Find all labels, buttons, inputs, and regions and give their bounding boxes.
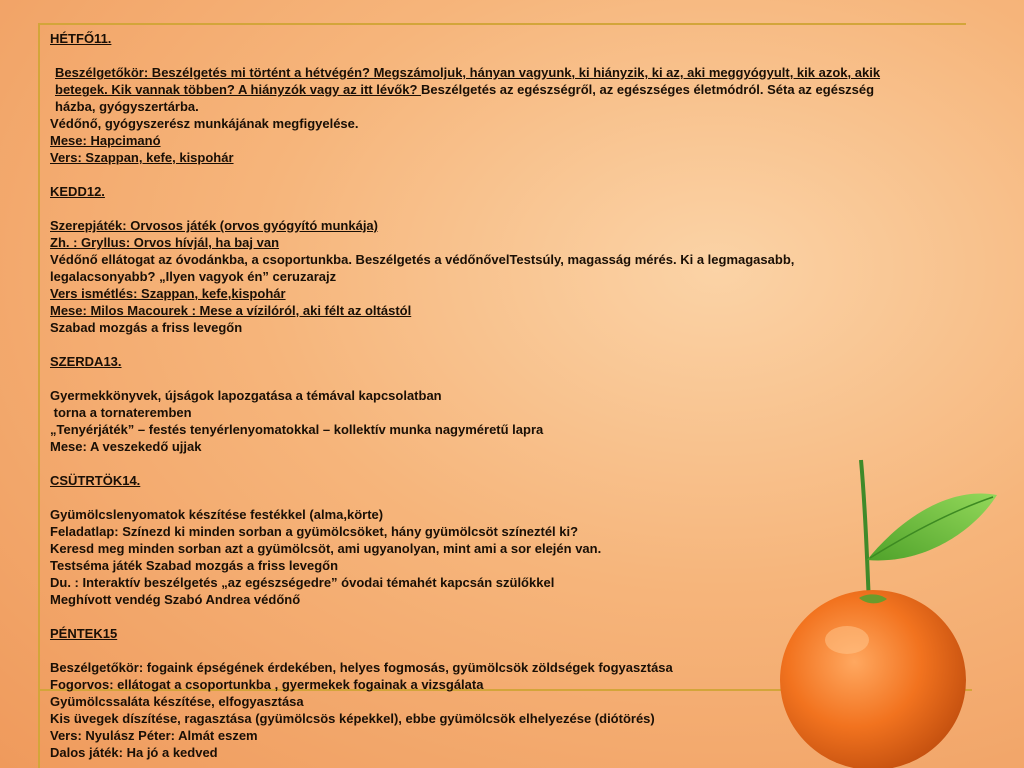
monday-observe: Védőnő, gyógyszerész munkájának megfigyelése. bbox=[50, 116, 359, 131]
friday-jars: Kis üvegek díszítése, ragasztása (gyümölcsös képekkel), ebbe gyümölcsök elhelyezése (diótörés) bbox=[50, 711, 655, 726]
tuesday-nurse: Védőnő ellátogat az óvodánkba, a csoportunkba. Beszélgetés a védőnővelTestsúly, magasság mérés. Ki a legmagasabb, legalacsonyabb? „Ilyen vagyok én” ceruzarajz bbox=[50, 252, 795, 284]
monday-poem: Vers: Szappan, kefe, kispohár bbox=[50, 150, 234, 165]
top-divider bbox=[38, 23, 966, 25]
friday-salad: Gyümölcssaláta készítése, elfogyasztása bbox=[50, 694, 304, 709]
monday-circle-questions: Beszélgetőkör: Beszélgetés mi történt a hétvégén? Megszámoljuk, hányan vagyunk, ki hiányzik, ki az, aki meggyógyult, kik azok, akik betegek. Kik vannak többen? A hiányzók vagy az itt lévők? bbox=[55, 65, 881, 97]
thursday-guest: Meghívott vendég Szabó Andrea védőnő bbox=[50, 592, 301, 607]
tuesday-roleplay: Szerepjáték: Orvosos játék (orvos gyógyító munkája) bbox=[50, 218, 378, 233]
tuesday-outdoor: Szabad mozgás a friss levegőn bbox=[50, 320, 243, 335]
wednesday-tale: Mese: A veszekedő ujjak bbox=[50, 439, 202, 454]
tuesday-tale: Mese: Milos Macourek : Mese a vízilóról, aki félt az oltástól bbox=[50, 303, 412, 318]
friday-dentist: Fogorvos: ellátogat a csoportunkba , gyermekek fogainak a vizsgálata bbox=[50, 677, 484, 692]
monday-circle bbox=[50, 64, 890, 115]
wednesday-books: Gyermekkönyvek, újságok lapozgatása a témával kapcsolatban bbox=[50, 388, 442, 403]
day-title-thursday: CSÜTRTÖK14. bbox=[50, 473, 141, 488]
friday-poem: Vers: Nyulász Péter: Almát eszem bbox=[50, 728, 258, 743]
thursday-prints: Gyümölcslenyomatok készítése festékkel (alma,körte) bbox=[50, 507, 384, 522]
thursday-find: Keresd meg minden sorban azt a gyümölcsöt, ami ugyanolyan, mint ami a sor elején van. bbox=[50, 541, 602, 556]
tuesday-music: Zh. : Gryllus: Orvos hívjál, ha baj van bbox=[50, 235, 280, 250]
thursday-talk: Du. : Interaktív beszélgetés „az egészségedre” óvodai témahét kapcsán szülőkkel bbox=[50, 575, 555, 590]
day-title-monday: HÉTFŐ11. bbox=[50, 31, 112, 46]
day-title-friday: PÉNTEK15 bbox=[50, 626, 118, 641]
friday-circle: Beszélgetőkör: fogaink épségének érdekében, helyes fogmosás, gyümölcsök zöldségek fogyasztása bbox=[50, 660, 673, 675]
wednesday-palm: „Tenyérjáték” – festés tenyérlenyomatokkal – kollektív munka nagyméretű lapra bbox=[50, 422, 544, 437]
friday-song-game: Dalos játék: Ha jó a kedved bbox=[50, 745, 218, 760]
weekly-plan-text bbox=[50, 30, 890, 761]
wednesday-gym: torna a tornateremben bbox=[50, 405, 192, 420]
orange-fruit-icon bbox=[775, 455, 1010, 768]
left-divider bbox=[38, 23, 40, 768]
monday-circle-health: Beszélgetés az egészségről, az egészséges életmódról. Séta az egészség házba, gyógyszertárba. bbox=[55, 82, 875, 114]
tuesday-poem-repeat: Vers ismétlés: Szappan, kefe,kispohár bbox=[50, 286, 286, 301]
thursday-game: Testséma játék Szabad mozgás a friss levegőn bbox=[50, 558, 339, 573]
day-title-tuesday: KEDD12. bbox=[50, 184, 105, 199]
monday-tale: Mese: Hapcimanó bbox=[50, 133, 161, 148]
thursday-task: Feladatlap: Színezd ki minden sorban a gyümölcsöket, hány gyümölcsöt színeztél ki? bbox=[50, 524, 579, 539]
day-title-wednesday: SZERDA13. bbox=[50, 354, 122, 369]
